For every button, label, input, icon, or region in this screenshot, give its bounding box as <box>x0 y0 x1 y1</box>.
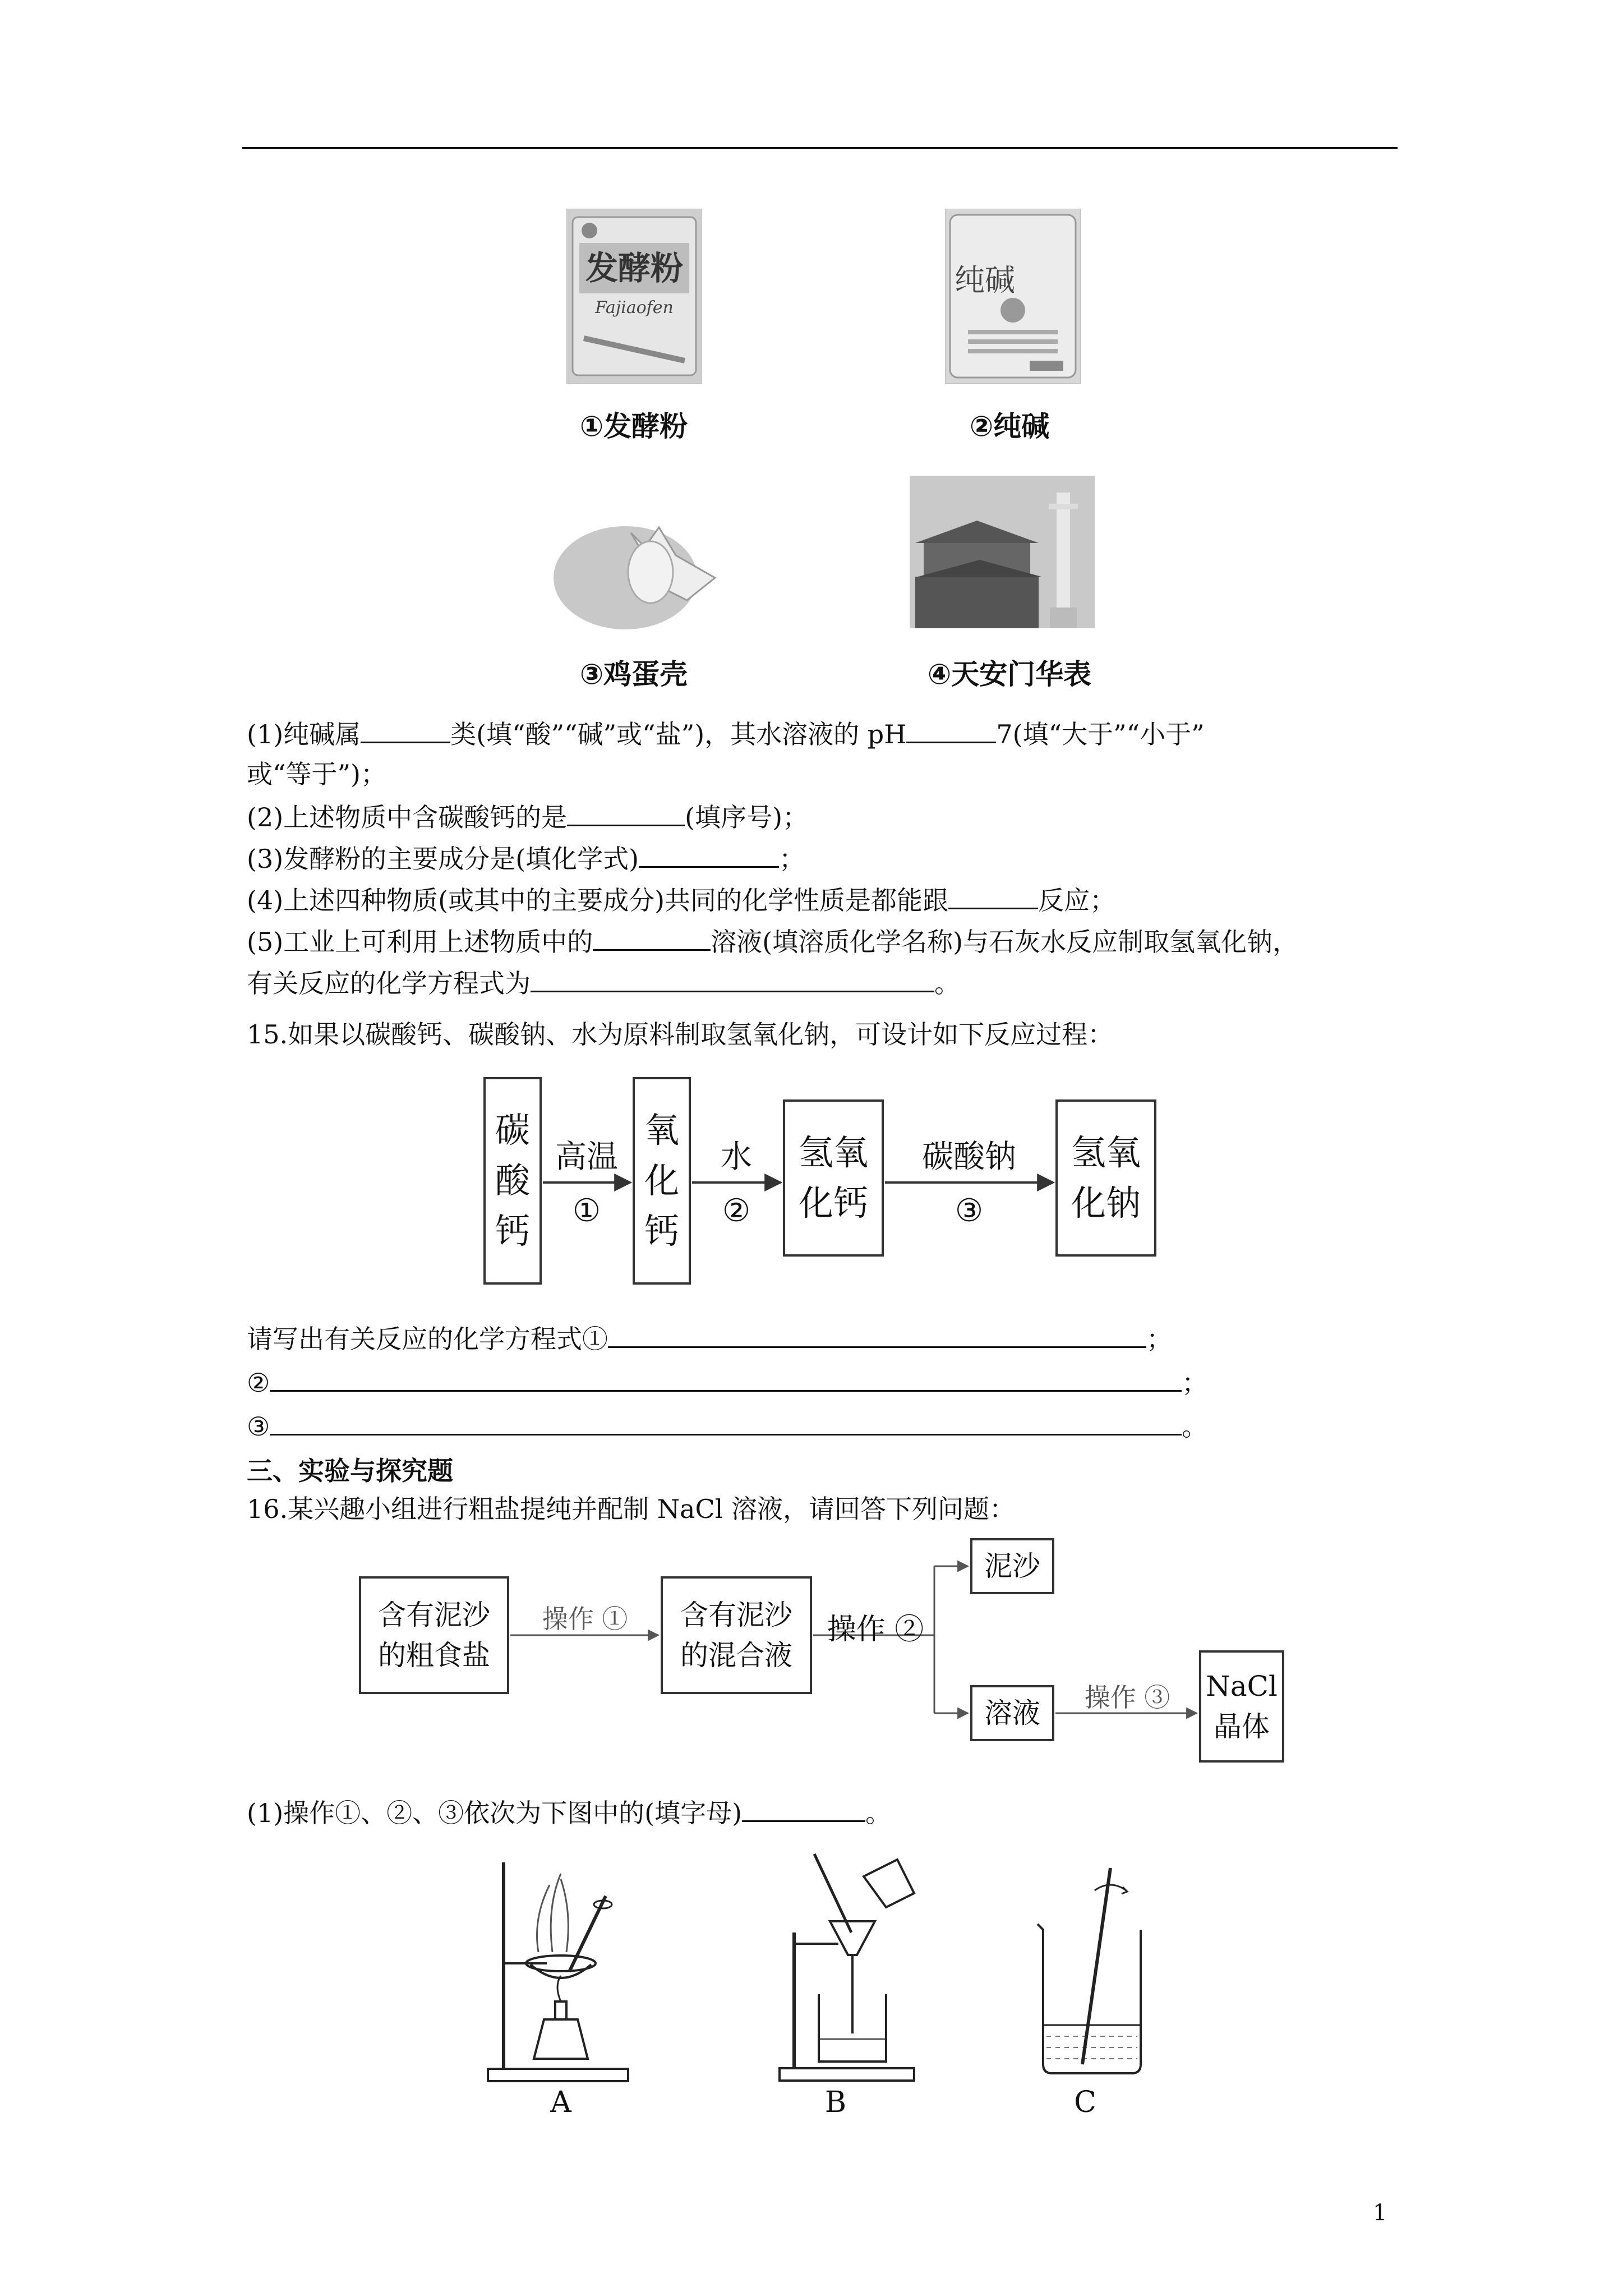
flow-box-mixture: 含有泥沙 的混合液 <box>661 1576 812 1694</box>
q14-line-2: 或“等于”)； <box>247 759 386 789</box>
flow-box-calcium-hydroxide: 氢氧 化钙 <box>783 1099 884 1257</box>
image-label-3: ③鸡蛋壳 <box>579 658 688 691</box>
apparatus-label-a: A <box>550 2086 571 2119</box>
filtration-apparatus-icon <box>768 1848 937 2084</box>
q14-text: 。 <box>934 968 960 999</box>
q15-text: ③ <box>247 1411 270 1442</box>
q14-text: (填序号)； <box>685 802 809 832</box>
q15-text: 请写出有关反应的化学方程式① <box>247 1324 608 1354</box>
op3-label: 操作 ③ <box>1084 1682 1170 1713</box>
q14-text: 反应； <box>1038 885 1116 915</box>
q14-text: 有关反应的化学方程式为 <box>247 968 531 999</box>
answer-blank-q16-1[interactable] <box>742 1792 865 1822</box>
q15-text: 。 <box>1182 1411 1208 1442</box>
flow-box-crude-salt: 含有泥沙 的粗食盐 <box>359 1576 509 1694</box>
flow-box-sediment: 泥沙 <box>970 1538 1054 1594</box>
page-number: 1 <box>1373 2200 1387 2226</box>
evaporation-apparatus-icon <box>477 1851 645 2087</box>
q15-text: ； <box>1146 1324 1172 1354</box>
flow-box-nacl-crystal: NaCl 晶体 <box>1199 1650 1284 1763</box>
q15-text: ； <box>1182 1368 1208 1398</box>
q16-text: 。 <box>865 1798 892 1828</box>
arrow-3-top-label: 碳酸钠 <box>922 1139 1016 1175</box>
arrow-2-bottom-label: ② <box>722 1193 751 1229</box>
apparatus-label-c: C <box>1074 2086 1096 2119</box>
q14-text: (3)发酵粉的主要成分是(填化学式) <box>247 844 639 874</box>
q14-text: (1)纯碱属 <box>247 719 361 749</box>
q16-stem: 16.某兴趣小组进行粗盐提纯并配制 NaCl 溶液，请回答下列问题： <box>247 1494 1015 1524</box>
q14-text: (4)上述四种物质(或其中的主要成分)共同的化学性质是都能跟 <box>247 885 949 915</box>
q14-text: ； <box>779 844 805 874</box>
apparatus-label-b: B <box>824 2086 847 2119</box>
q14-text: (5)工业上可利用上述物质中的 <box>247 927 593 957</box>
image-label-1: ①发酵粉 <box>579 410 688 443</box>
section-title: 三、实验与探究题 <box>247 1456 453 1486</box>
q15-text: ② <box>247 1368 270 1398</box>
q14-text: 7(填“大于”“小于” <box>996 719 1205 749</box>
q14-text: 溶液(填溶质化学名称)与石灰水反应制取氢氧化钠， <box>711 927 1299 957</box>
q16-text: (1)操作①、②、③依次为下图中的(填字母) <box>247 1798 743 1828</box>
flow-box-calcium-oxide: 氧 化 钙 <box>633 1077 691 1285</box>
arrow-1-top-label: 高温 <box>555 1139 618 1175</box>
bag-text: 发酵粉 <box>585 249 684 287</box>
flow-box-calcium-carbonate: 碳 酸 钙 <box>483 1077 542 1285</box>
q14-text: 类(填“酸”“碱”或“盐”)，其水溶液的 pH <box>450 719 907 749</box>
q16-subquestion-1 <box>247 1792 891 1832</box>
dissolving-beaker-icon <box>1026 1851 1161 2087</box>
arrow-1-bottom-label: ① <box>572 1193 601 1229</box>
image-label-4: ④天安门华表 <box>927 658 1092 691</box>
flow-box-sodium-hydroxide: 氢氧 化钠 <box>1055 1099 1156 1257</box>
arrow-3-bottom-label: ③ <box>955 1193 984 1229</box>
q14-text: (2)上述物质中含碳酸钙的是 <box>247 802 568 832</box>
q15-stem: 15.如果以碳酸钙、碳酸钠、水为原料制取氢氧化钠，可设计如下反应过程： <box>247 1019 1114 1050</box>
op1-label: 操作 ① <box>542 1604 628 1634</box>
bag-subtext: Fajiaofen <box>595 298 674 318</box>
arrow-2-top-label: 水 <box>721 1139 752 1175</box>
image-label-2: ②纯碱 <box>969 410 1050 443</box>
op2-label: 操作 ② <box>827 1613 924 1646</box>
flow-box-solution: 溶液 <box>970 1685 1054 1741</box>
bag-text-2: 纯碱 <box>955 263 1015 298</box>
